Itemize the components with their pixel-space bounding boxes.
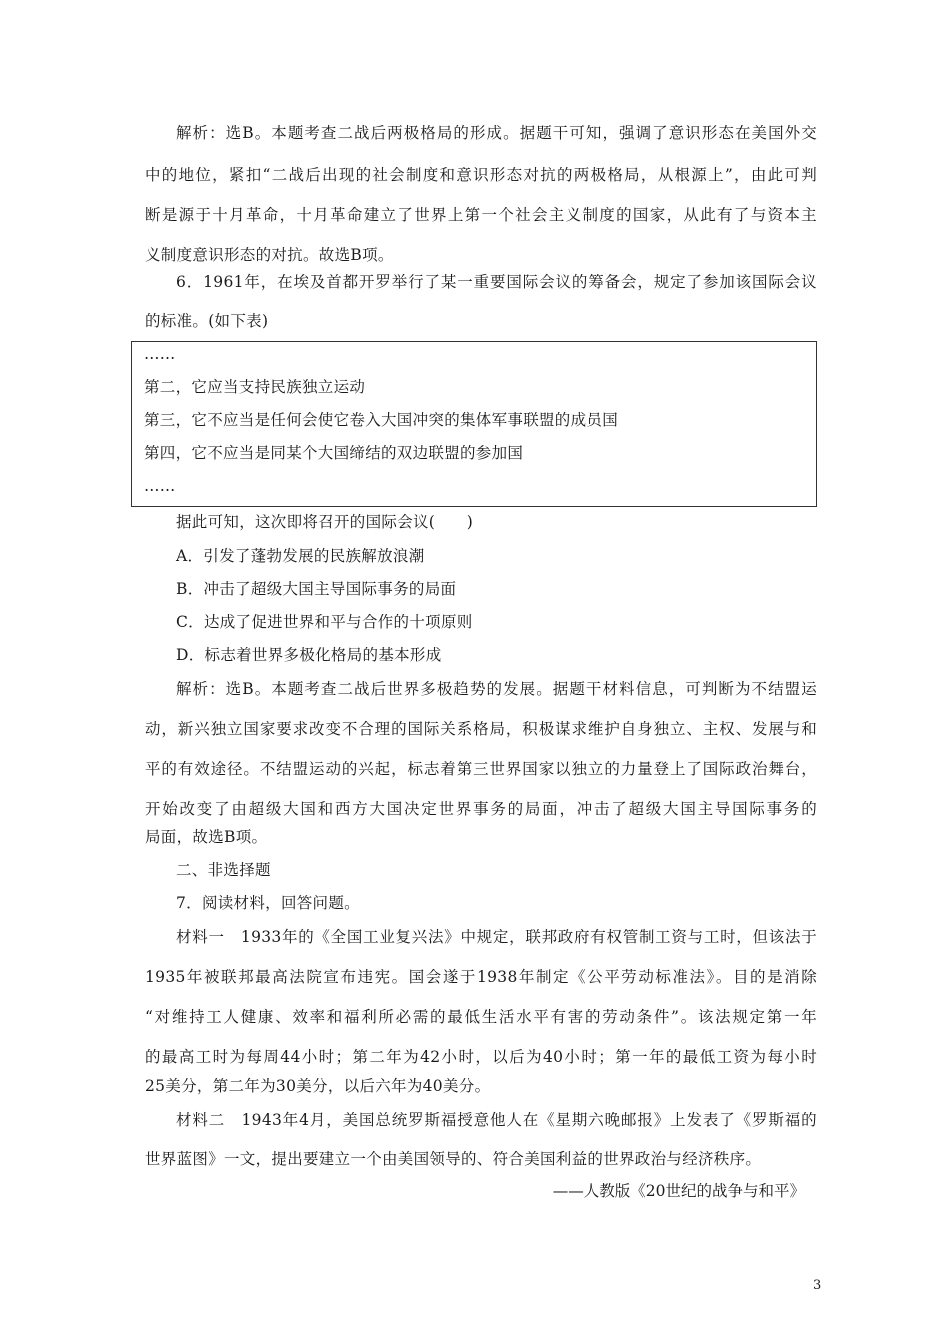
material-1-line-4: 的最高工时为每周44小时；第二年为42小时，以后为40小时；第一年的最低工资为每小时 bbox=[145, 1048, 817, 1066]
table-row-fourth: 第四，它不应当是同某个大国缔结的双边联盟的参加国 bbox=[144, 444, 524, 462]
material-2-line-2: 世界蓝图》一文，提出要建立一个由美国领导的、符合美国利益的世界政治与经济秩序。 bbox=[145, 1150, 762, 1168]
material-1-line-1: 材料一 1933年的《全国工业复兴法》中规定，联邦政府有权管制工资与工时，但该法于 bbox=[176, 928, 817, 946]
page-number: 3 bbox=[813, 1278, 822, 1293]
analysis-6-line-3: 平的有效途径。不结盟运动的兴起，标志着第三世界国家以独立的力量登上了国际政治舞台， bbox=[145, 760, 817, 778]
analysis-5-line-1: 解析：选B。本题考查二战后两极格局的形成。据题干可知，强调了意识形态在美国外交 bbox=[176, 124, 817, 142]
option-a: A．引发了蓬勃发展的民族解放浪潮 bbox=[176, 547, 425, 565]
question-6-prompt: 据此可知，这次即将召开的国际会议( ) bbox=[176, 513, 474, 531]
analysis-6-line-2: 动，新兴独立国家要求改变不合理的国际关系格局，积极谋求维护自身独立、主权、发展与和 bbox=[145, 720, 817, 738]
option-c: C．达成了促进世界和平与合作的十项原则 bbox=[176, 613, 473, 631]
question-7: 7．阅读材料，回答问题。 bbox=[176, 894, 360, 912]
question-6-stem-line-2: 的标准。(如下表) bbox=[145, 312, 269, 330]
criteria-table bbox=[131, 341, 817, 507]
analysis-6-line-1: 解析：选B。本题考查二战后世界多极趋势的发展。据题干材料信息，可判断为不结盟运 bbox=[176, 680, 817, 698]
material-2-line-1: 材料二 1943年4月，美国总统罗斯福授意他人在《星期六晚邮报》上发表了《罗斯福的 bbox=[176, 1111, 817, 1129]
table-ellipsis-bottom: …… bbox=[144, 477, 176, 495]
section-heading: 二、非选择题 bbox=[176, 861, 271, 879]
material-1-line-3: “对维持工人健康、效率和福利所必需的最低生活水平有害的劳动条件”。该法规定第一年 bbox=[145, 1008, 817, 1026]
table-row-third: 第三，它不应当是任何会使它卷入大国冲突的集体军事联盟的成员国 bbox=[144, 411, 619, 429]
table-row-second: 第二，它应当支持民族独立运动 bbox=[144, 378, 366, 396]
analysis-5-line-2: 中的地位，紧扣“二战后出现的社会制度和意识形态对抗的两极格局，从根源上”，由此可判 bbox=[145, 166, 817, 184]
analysis-6-line-5: 局面，故选B项。 bbox=[145, 828, 268, 846]
material-1-line-5: 25美分，第二年为30美分，以后六年为40美分。 bbox=[145, 1077, 491, 1095]
option-b: B．冲击了超级大国主导国际事务的局面 bbox=[176, 580, 457, 598]
analysis-6-line-4: 开始改变了由超级大国和西方大国决定世界事务的局面，冲击了超级大国主导国际事务的 bbox=[145, 800, 817, 818]
material-source: ——人教版《20世纪的战争与和平》 bbox=[552, 1182, 805, 1200]
material-1-line-2: 1935年被联邦最高法院宣布违宪。国会遂于1938年制定《公平劳动标准法》。目的是消除 bbox=[145, 968, 817, 986]
question-6-stem-line-1: 6．1961年，在埃及首都开罗举行了某一重要国际会议的筹备会，规定了参加该国际会议 bbox=[176, 273, 817, 291]
analysis-5-line-4: 义制度意识形态的对抗。故选B项。 bbox=[145, 246, 394, 264]
table-ellipsis-top: …… bbox=[144, 345, 176, 363]
option-d: D．标志着世界多极化格局的基本形成 bbox=[176, 646, 442, 664]
analysis-5-line-3: 断是源于十月革命，十月革命建立了世界上第一个社会主义制度的国家，从此有了与资本主 bbox=[145, 206, 817, 224]
